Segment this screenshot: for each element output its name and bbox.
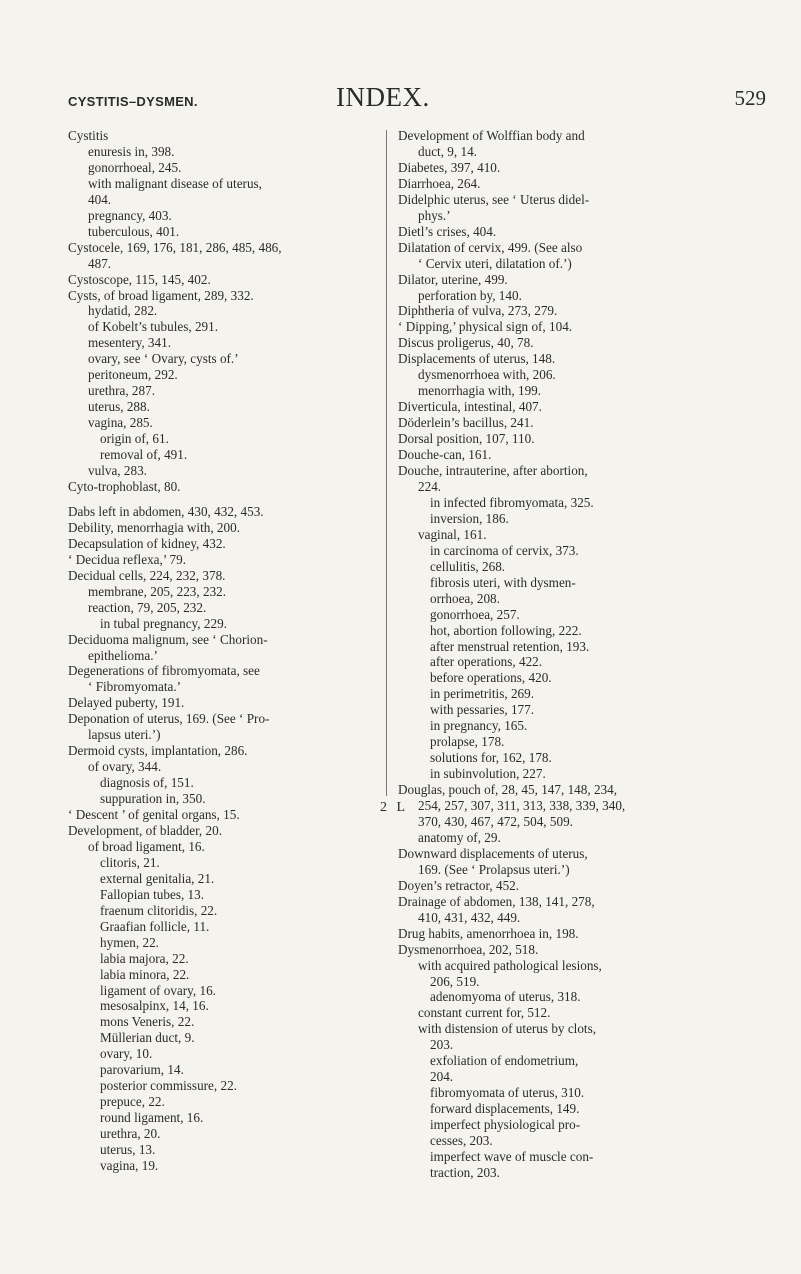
index-subentry: in infected fibromyomata, 325.	[430, 494, 594, 510]
index-subentry: solutions for, 162, 178.	[430, 750, 552, 766]
index-subentry: cellulitis, 268.	[430, 558, 506, 574]
index-subentry: round ligament, 16.	[100, 1110, 204, 1126]
index-entry: Douche-can, 161.	[398, 447, 492, 463]
index-subentry: of ovary, 344.	[88, 759, 162, 775]
index-entry: Cysts, of broad ligament, 289, 332.	[68, 287, 254, 303]
index-subentry: of Kobelt’s tubules, 291.	[88, 319, 219, 335]
index-subentry: before operations, 420.	[430, 670, 552, 686]
index-entry: Deponation of uterus, 169. (See ‘ Pro-	[68, 711, 270, 727]
index-subentry: cesses, 203.	[430, 1133, 493, 1149]
index-subentry: pregnancy, 403.	[88, 207, 172, 223]
index-entry: Drug habits, amenorrhoea in, 198.	[398, 925, 579, 941]
index-subentry: lapsus uteri.’)	[88, 727, 161, 743]
index-subentry: 487.	[88, 255, 112, 271]
index-subentry: with distension of uterus by clots,	[418, 1021, 597, 1037]
index-entry: Diverticula, intestinal, 407.	[398, 399, 542, 415]
index-entry: Doyen’s retractor, 452.	[398, 877, 520, 893]
index-entry: Dermoid cysts, implantation, 286.	[68, 743, 248, 759]
index-entry: Discus proligerus, 40, 78.	[398, 335, 534, 351]
index-subentry: epithelioma.’	[88, 647, 158, 663]
index-subentry: removal of, 491.	[100, 447, 188, 463]
index-subentry: uterus, 288.	[88, 399, 150, 415]
index-subentry: ‘ Cervix uteri, dilatation of.’)	[418, 255, 572, 271]
index-entry: Decidual cells, 224, 232, 378.	[68, 567, 226, 583]
index-entry: Döderlein’s bacillus, 241.	[398, 415, 534, 431]
index-subentry: fibrosis uteri, with dysmen-	[430, 574, 576, 590]
index-subentry: vagina, 19.	[100, 1158, 159, 1173]
page-number: 529	[734, 86, 766, 110]
index-subentry: urethra, 20.	[100, 1126, 161, 1142]
index-subentry: duct, 9, 14.	[418, 143, 477, 159]
index-entry: Douglas, pouch of, 28, 45, 147, 148, 234,	[398, 782, 618, 798]
index-subentry: 410, 431, 432, 449.	[418, 909, 521, 925]
index-subentry: 204.	[430, 1069, 454, 1085]
index-subentry: inversion, 186.	[430, 510, 509, 526]
index-subentry: origin of, 61.	[100, 431, 169, 447]
index-column-left	[68, 128, 380, 1174]
index-subentry: menorrhagia with, 199.	[418, 383, 542, 399]
index-subentry: tuberculous, 401.	[88, 223, 180, 239]
index-subentry: fibromyomata of uterus, 310.	[430, 1085, 585, 1101]
index-entry: Deciduoma malignum, see ‘ Chorion-	[68, 631, 268, 647]
index-subentry: gonorrhoeal, 245.	[88, 159, 182, 175]
index-entry: ‘ Dipping,’ physical sign of, 104.	[398, 319, 573, 335]
index-subentry: with malignant disease of uterus,	[88, 175, 262, 191]
index-entry: Dilator, uterine, 499.	[398, 271, 508, 287]
index-subentry: in subinvolution, 227.	[430, 766, 546, 782]
index-subentry: mesosalpinx, 14, 16.	[100, 998, 209, 1014]
index-entry: Downward displacements of uterus,	[398, 845, 588, 861]
index-subentry: ovary, see ‘ Ovary, cysts of.’	[88, 351, 239, 367]
index-subentry: with acquired pathological lesions,	[418, 957, 602, 973]
index-entry: Douche, intrauterine, after abortion,	[398, 463, 588, 479]
index-subentry: labia majora, 22.	[100, 950, 189, 966]
index-subentry: of broad ligament, 16.	[88, 838, 205, 854]
index-subentry: in tubal pregnancy, 229.	[100, 615, 227, 631]
index-entry: Dietl’s crises, 404.	[398, 223, 497, 239]
index-entry: Degenerations of fibromyomata, see	[68, 663, 260, 679]
index-subentry: exfoliation of endometrium,	[430, 1053, 579, 1069]
index-subentry: forward displacements, 149.	[430, 1101, 580, 1117]
index-entry: ‘ Decidua reflexa,’ 79.	[68, 551, 187, 567]
index-entry: Cystoscope, 115, 145, 402.	[68, 271, 211, 287]
index-subentry: ovary, 10.	[100, 1046, 153, 1062]
index-subentry: with pessaries, 177.	[430, 702, 535, 718]
index-subentry: labia minora, 22.	[100, 966, 190, 982]
index-subentry: clitoris, 21.	[100, 854, 160, 870]
index-subentry: prolapse, 178.	[430, 734, 505, 750]
index-subentry: peritoneum, 292.	[88, 367, 178, 383]
index-subentry: vagina, 285.	[88, 415, 153, 431]
index-subentry: in pregnancy, 165.	[430, 718, 528, 734]
index-subentry: diagnosis of, 151.	[100, 775, 194, 791]
index-column-right	[398, 128, 766, 1181]
index-subentry: constant current for, 512.	[418, 1005, 551, 1021]
index-subentry: membrane, 205, 223, 232.	[88, 583, 227, 599]
index-subentry: fraenum clitoridis, 22.	[100, 902, 218, 918]
index-entry: Diphtheria of vulva, 273, 279.	[398, 303, 558, 319]
signature-mark: 2 L	[380, 800, 409, 815]
index-entry: Cyto-trophoblast, 80.	[68, 478, 181, 494]
index-subentry: mons Veneris, 22.	[100, 1014, 195, 1030]
index-subentry: reaction, 79, 205, 232.	[88, 599, 207, 615]
index-entry: Decapsulation of kidney, 432.	[68, 535, 226, 551]
index-subentry: after operations, 422.	[430, 654, 543, 670]
index-subentry: uterus, 13.	[100, 1142, 156, 1158]
index-subentry: prepuce, 22.	[100, 1094, 165, 1110]
index-entry: Delayed puberty, 191.	[68, 695, 185, 711]
index-subentry: Graafian follicle, 11.	[100, 918, 210, 934]
index-entry: Development, of bladder, 20.	[68, 822, 223, 838]
index-entry: Dilatation of cervix, 499. (See also	[398, 239, 583, 255]
index-entry: Dabs left in abdomen, 430, 432, 453.	[68, 503, 264, 519]
index-subentry: 203.	[430, 1037, 454, 1053]
index-entry: Cystocele, 169, 176, 181, 286, 485, 486,	[68, 239, 282, 255]
index-subentry: after menstrual retention, 193.	[430, 638, 590, 654]
page-header	[68, 82, 766, 116]
index-entry: Didelphic uterus, see ‘ Uterus didel-	[398, 191, 590, 207]
index-entry: ‘ Descent ’ of genital organs, 15.	[68, 807, 240, 823]
index-subentry: dysmenorrhoea with, 206.	[418, 367, 556, 383]
index-subentry: vaginal, 161.	[418, 526, 487, 542]
index-entry: Diarrhoea, 264.	[398, 175, 481, 191]
index-subentry: imperfect physiological pro-	[430, 1117, 581, 1133]
column-divider	[386, 130, 387, 796]
index-entry: Drainage of abdomen, 138, 141, 278,	[398, 893, 595, 909]
index-entry: Cystitis	[68, 128, 109, 143]
index-subentry: Fallopian tubes, 13.	[100, 886, 205, 902]
index-entry: Development of Wolffian body and	[398, 128, 585, 143]
index-subentry: 370, 430, 467, 472, 504, 509.	[418, 813, 573, 829]
index-entry: Dysmenorrhoea, 202, 518.	[398, 941, 539, 957]
index-subentry: in carcinoma of cervix, 373.	[430, 542, 579, 558]
page-title: INDEX.	[336, 82, 430, 112]
index-subentry: in perimetritis, 269.	[430, 686, 535, 702]
index-subentry: mesentery, 341.	[88, 335, 172, 351]
index-subentry: urethra, 287.	[88, 383, 156, 399]
index-entry: Displacements of uterus, 148.	[398, 351, 556, 367]
index-subentry: hot, abortion following, 222.	[430, 622, 582, 638]
index-subentry: 206, 519.	[430, 973, 480, 989]
index-subentry: suppuration in, 350.	[100, 791, 206, 807]
index-entry: Dorsal position, 107, 110.	[398, 431, 535, 447]
index-subentry: phys.’	[418, 207, 451, 223]
index-subentry: anatomy of, 29.	[418, 829, 501, 845]
index-subentry: ‘ Fibromyomata.’	[88, 679, 182, 695]
index-subentry: imperfect wave of muscle con-	[430, 1149, 594, 1164]
index-subentry: Müllerian duct, 9.	[100, 1030, 195, 1046]
index-subentry: hydatid, 282.	[88, 303, 158, 319]
index-subentry: hymen, 22.	[100, 934, 159, 950]
index-subentry: external genitalia, 21.	[100, 870, 215, 886]
index-subentry: orrhoea, 208.	[430, 590, 500, 606]
running-head: CYSTITIS–DYSMEN.	[68, 94, 198, 109]
index-subentry: 404.	[88, 191, 112, 207]
index-subentry: parovarium, 14.	[100, 1062, 184, 1078]
index-subentry: enuresis in, 398.	[88, 143, 175, 159]
index-subentry: vulva, 283.	[88, 463, 147, 479]
index-subentry: traction, 203.	[430, 1164, 500, 1180]
index-subentry: 224.	[418, 478, 442, 494]
index-subentry: gonorrhoea, 257.	[430, 606, 520, 622]
index-entry: Debility, menorrhagia with, 200.	[68, 519, 241, 535]
index-subentry: posterior commissure, 22.	[100, 1078, 237, 1094]
index-subentry: 169. (See ‘ Prolapsus uteri.’)	[418, 861, 570, 877]
index-entry: Diabetes, 397, 410.	[398, 159, 501, 175]
index-subentry: adenomyoma of uterus, 318.	[430, 989, 581, 1005]
index-subentry: ligament of ovary, 16.	[100, 982, 216, 998]
index-subentry: 254, 257, 307, 311, 313, 338, 339, 340,	[418, 798, 626, 814]
index-subentry: perforation by, 140.	[418, 287, 522, 303]
